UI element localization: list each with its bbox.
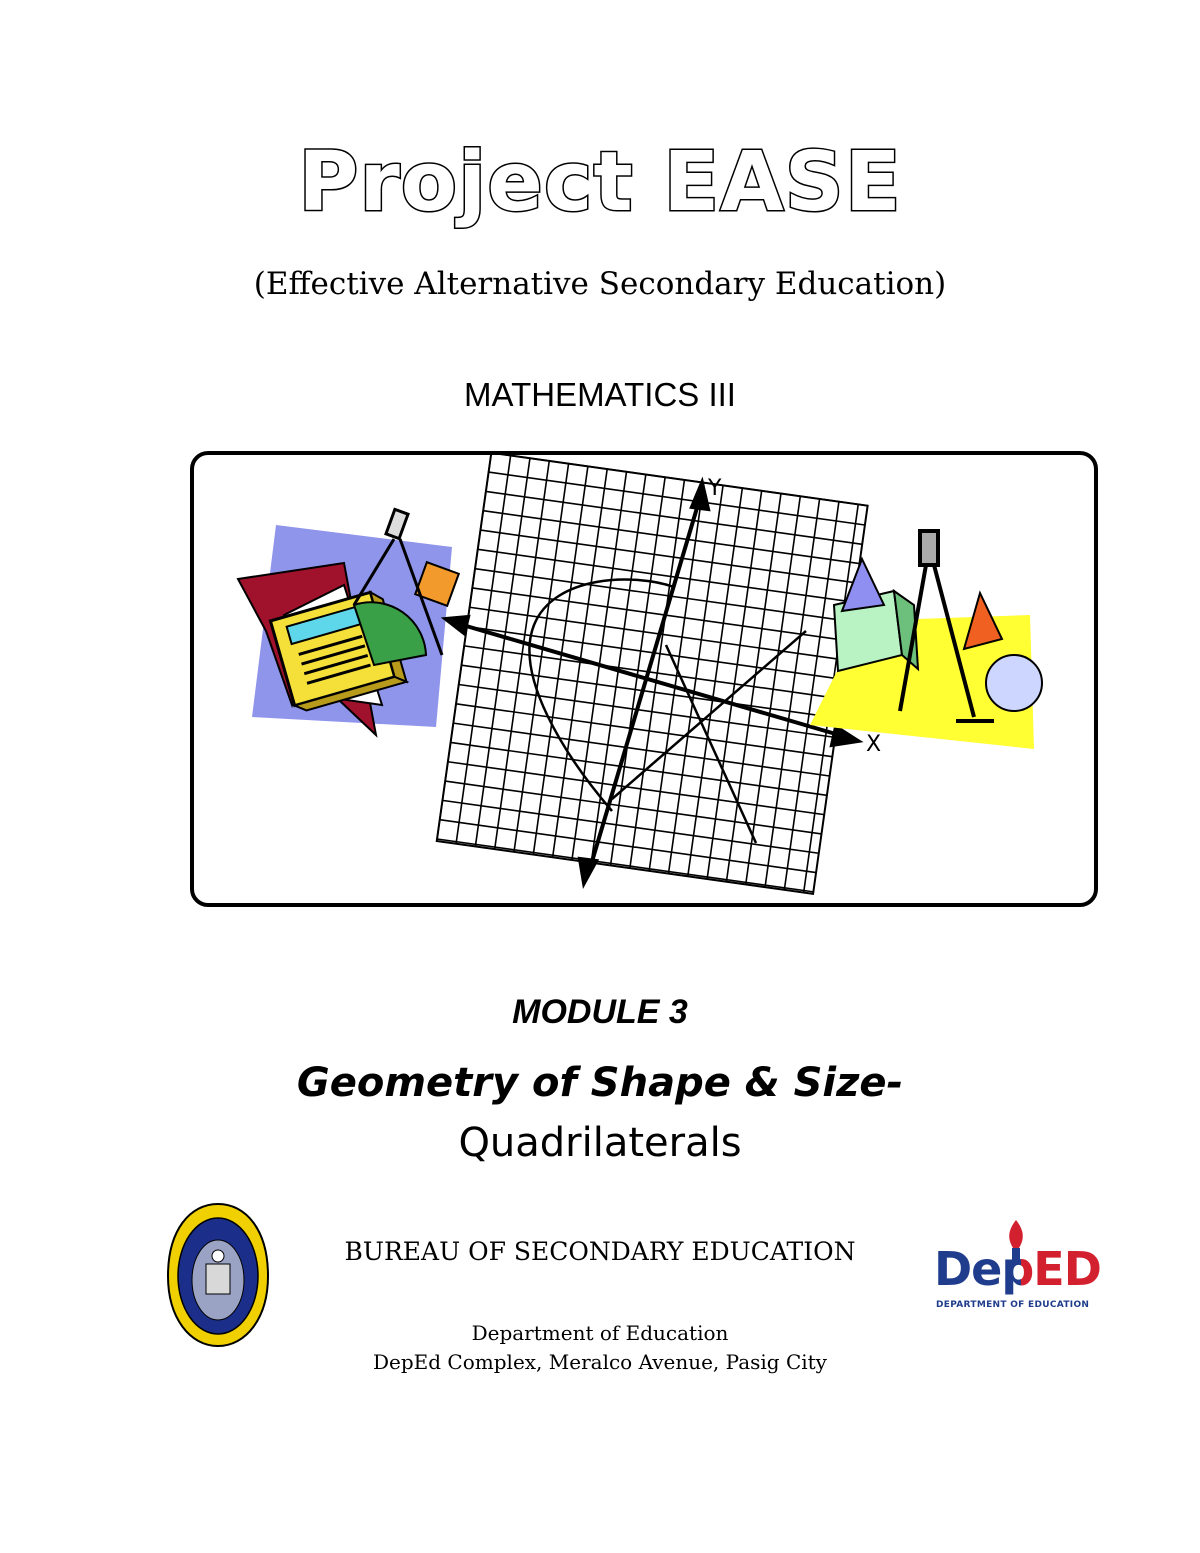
grid-line xyxy=(489,472,865,525)
grid-line xyxy=(483,511,859,564)
grid-line xyxy=(445,781,821,834)
department-address: DepEd Complex, Meralco Avenue, Pasig City xyxy=(373,1350,827,1374)
subject-heading: MATHEMATICS III xyxy=(464,376,736,413)
y-axis-label: Y xyxy=(708,476,722,501)
deped-logo xyxy=(930,1218,1110,1318)
grid-line xyxy=(480,530,856,583)
grid-line xyxy=(451,742,827,795)
grid-line xyxy=(478,549,854,602)
illustration-frame xyxy=(190,451,1098,907)
cone-shape xyxy=(842,559,884,611)
grid-line xyxy=(442,800,818,853)
grid-line xyxy=(440,820,816,873)
project-subtitle: (Effective Alternative Secondary Education) xyxy=(253,266,947,302)
module-title: Geometry of Shape & Size- xyxy=(296,1060,904,1106)
grid-line xyxy=(459,685,835,738)
x-axis-label: X xyxy=(866,732,882,757)
sphere-shape xyxy=(986,655,1042,711)
deped-wordmark: DepED xyxy=(934,1242,1101,1296)
bureau-name: BUREAU OF SECONDARY EDUCATION xyxy=(344,1237,856,1266)
grid-line xyxy=(475,569,851,622)
math-clipart xyxy=(194,455,1094,903)
grid-line xyxy=(486,491,862,544)
grid-line xyxy=(448,762,824,815)
department-name: Department of Education xyxy=(471,1321,729,1345)
module-number: MODULE 3 xyxy=(512,993,688,1031)
left-clipart xyxy=(238,509,459,735)
grid-line xyxy=(453,723,829,776)
deped-caption: DEPARTMENT OF EDUCATION xyxy=(936,1300,1090,1310)
coordinate-grid xyxy=(437,455,868,894)
grid-line xyxy=(456,704,832,757)
right-clipart xyxy=(810,531,1042,749)
project-title: Project EASE xyxy=(298,135,902,230)
grid-line xyxy=(437,839,813,892)
module-subtitle: Quadrilaterals xyxy=(458,1120,742,1166)
